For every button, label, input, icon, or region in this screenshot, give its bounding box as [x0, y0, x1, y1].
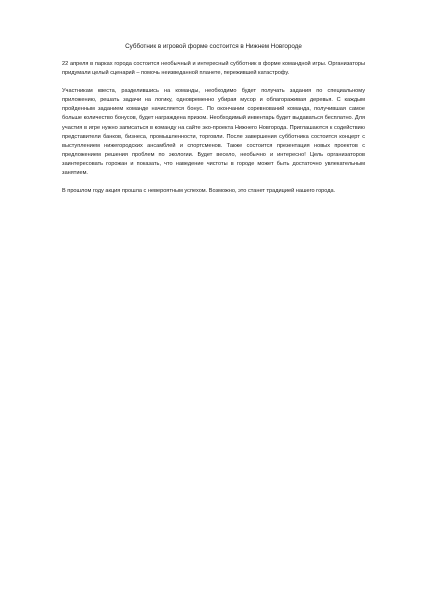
document-title: Субботник в игровой форме состоится в Нижнем Новгороде [125, 43, 302, 50]
document-page [62, 42, 365, 205]
paragraph-conclusion: В прошлом году акция прошла с невероятным успехом. Возможно, это станет традицией нашего города. [62, 188, 336, 195]
paragraph-intro: 22 апреля в парках города состоится необычный и интересный субботник в форме командной игры. Организаторы придумали целый сценарий – помочь неизведанной планете, пережившей катастрофу. [62, 61, 365, 77]
paragraph-details: Участникам квеста, разделившись на команды, необходимо будет получать задания по специальному приложению, решать задачи на логику, одновременно убирая мусор и облагораживая деревья. С каждым пройденным заданием команде начисляется бонус. По окончании соревнований команда, получившая самое больше количество бонусов, будет награждена призом. Необходимый инвентарь будет выдаваться бесплатно. Для участия в игре нужно записаться в команду на сайте эко-проекта Нижнего Новгорода. Приглашаются к содействию представители банков, бизнеса, промышленности, торговли. После завершения субботника состоится концерт с выступлением нижегородских ансамблей и спортсменов. Также состоится презентация новых проектов с предложением решения проблем по экологии. Будет весело, необычно и интересно! Цель организаторов заинтересовать горожан и показать, что наведение чистоты в городе может быть достаточно увлекательным занятием. [62, 88, 365, 177]
